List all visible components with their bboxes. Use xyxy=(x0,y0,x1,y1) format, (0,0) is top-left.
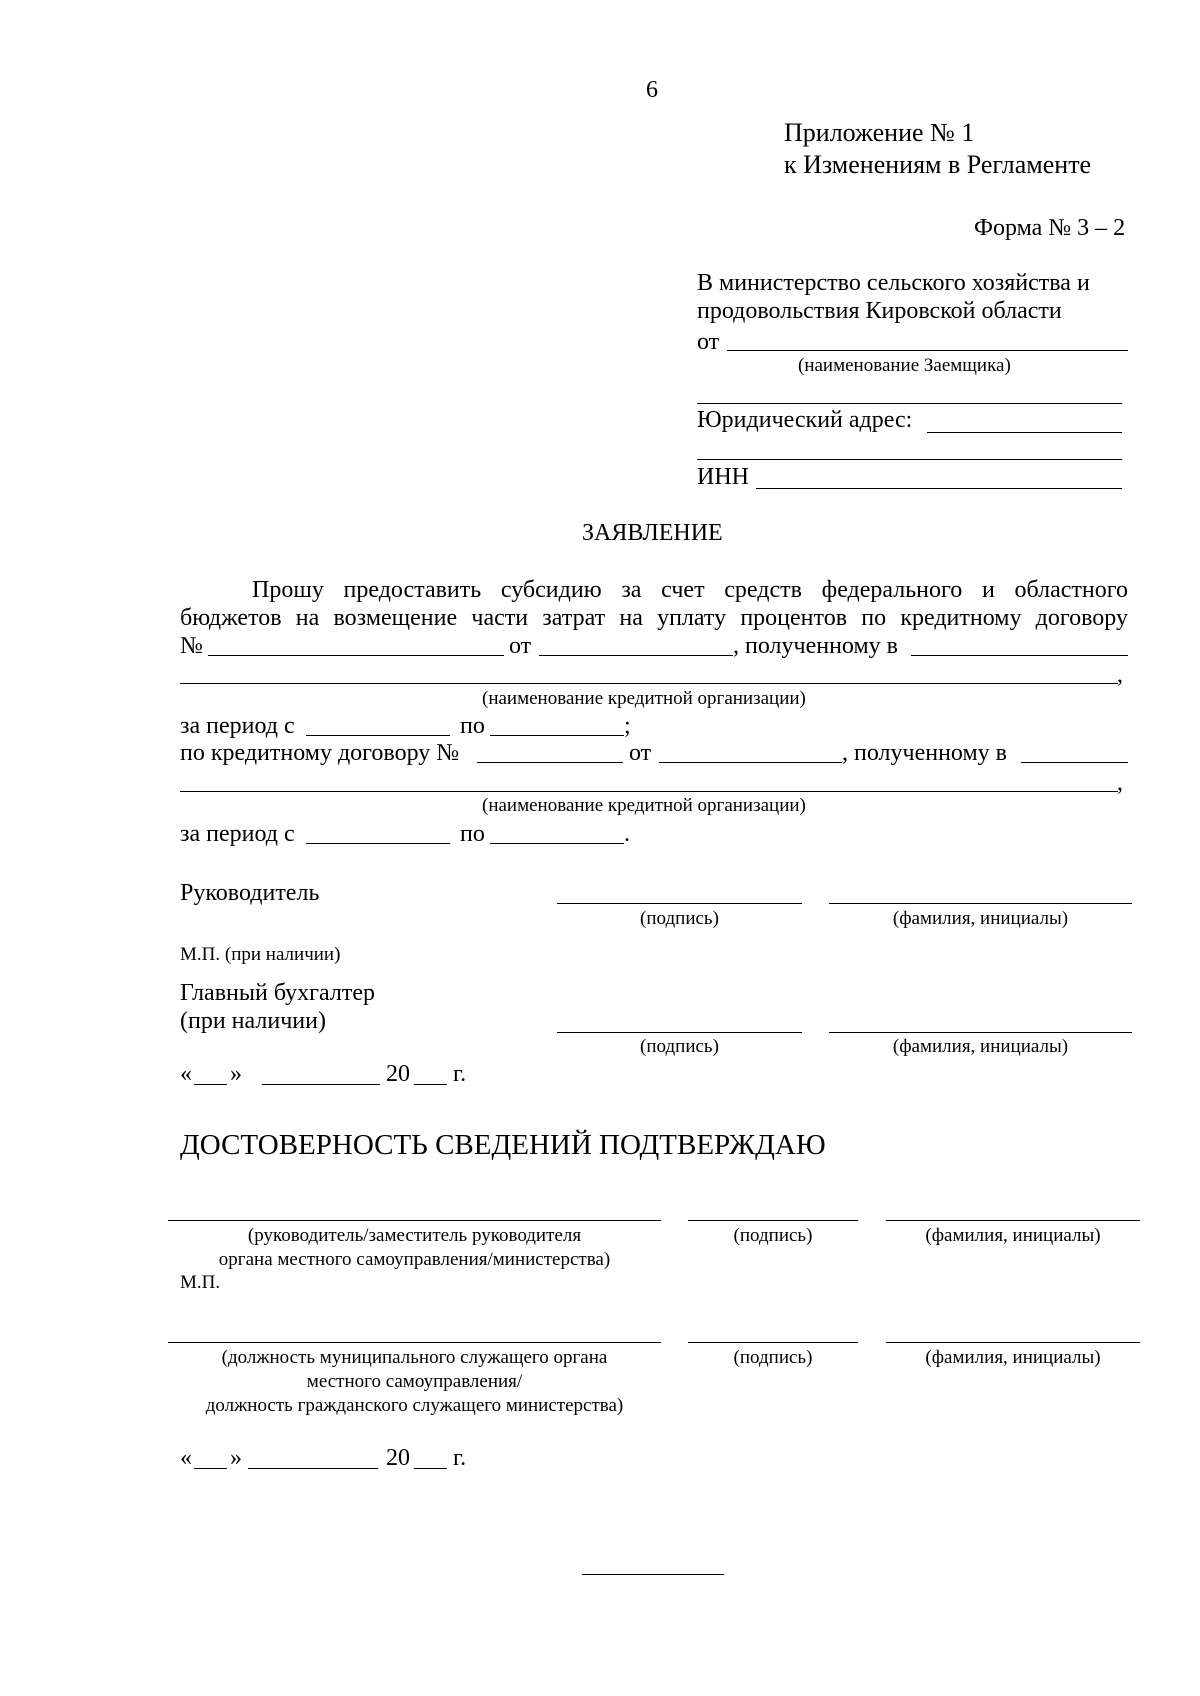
period2-to-field[interactable] xyxy=(490,843,624,844)
accountant-signature-field[interactable] xyxy=(557,1032,802,1033)
employee-signature-field[interactable] xyxy=(688,1342,858,1343)
date1-year-field[interactable] xyxy=(414,1084,447,1085)
accountant-signature-caption: (подпись) xyxy=(640,1036,719,1057)
official-signature-caption: (подпись) xyxy=(733,1225,813,1246)
accountant-name-caption: (фамилия, инициалы) xyxy=(892,1036,1069,1057)
official-name-field[interactable] xyxy=(886,1220,1140,1221)
period2-to-label: по xyxy=(460,821,485,847)
contract-number-field[interactable] xyxy=(208,655,504,656)
period-from-field[interactable] xyxy=(306,735,450,736)
from-word: от xyxy=(509,633,532,659)
borrower-caption: (наименование Заемщика) xyxy=(798,355,1011,376)
contract-date-field[interactable] xyxy=(539,655,733,656)
addressee-line2: продовольствия Кировской области xyxy=(697,298,1062,324)
date2-year-prefix: 20 xyxy=(386,1445,410,1471)
date2-year-field[interactable] xyxy=(414,1468,447,1469)
body-line2: бюджетов на возмещение части затрат на уплату процентов по кредитному договору xyxy=(180,605,1128,631)
period-to-field[interactable] xyxy=(490,735,624,736)
stamp-optional: М.П. (при наличии) xyxy=(180,944,341,965)
period2-from-field[interactable] xyxy=(306,843,450,844)
period-dot: . xyxy=(624,821,630,847)
inn-label: ИНН xyxy=(697,464,749,490)
date1-open-quote: « xyxy=(180,1061,192,1087)
date1-close-quote: » xyxy=(230,1061,242,1087)
received-in-label-2: , полученному в xyxy=(842,740,1007,766)
official-signature-field[interactable] xyxy=(688,1220,858,1221)
date2-open-quote: « xyxy=(180,1445,192,1471)
accountant-name-field[interactable] xyxy=(829,1032,1132,1033)
date1-month-field[interactable] xyxy=(262,1084,380,1085)
date1-day-field[interactable] xyxy=(194,1084,227,1085)
date2-close-quote: » xyxy=(230,1445,242,1471)
official-caption-line2: органа местного самоуправления/министерства) xyxy=(218,1249,611,1270)
date2-year-suffix: г. xyxy=(453,1445,467,1471)
credit-org-name-field[interactable] xyxy=(180,683,1118,684)
employee-name-caption: (фамилия, инициалы) xyxy=(925,1347,1101,1368)
form-label: Форма № 3 – 2 xyxy=(974,215,1126,241)
employee-caption-line2: местного самоуправления/ xyxy=(306,1371,523,1392)
head-name-caption: (фамилия, инициалы) xyxy=(892,908,1069,929)
head-name-field[interactable] xyxy=(829,903,1132,904)
credit-org2-field[interactable] xyxy=(1021,762,1128,763)
date2-month-field[interactable] xyxy=(248,1468,378,1469)
borrower-name-field-2[interactable] xyxy=(697,403,1122,404)
official-position-field[interactable] xyxy=(168,1220,661,1221)
employee-position-field[interactable] xyxy=(168,1342,661,1343)
employee-caption-line1: (должность муниципального служащего органа xyxy=(221,1347,608,1368)
received-in-label: , полученному в xyxy=(733,633,898,659)
body-line1: Прошу предоставить субсидию за счет средств федерального и областного xyxy=(252,577,1128,603)
period2-from-label: за период с xyxy=(180,821,295,847)
from-word-2: от xyxy=(629,740,652,766)
end-rule xyxy=(582,1574,724,1575)
addressee-line1: В министерство сельского хозяйства и xyxy=(697,270,1090,296)
page-number: 6 xyxy=(646,77,658,103)
semicolon-mark: ; xyxy=(624,713,631,739)
employee-caption-line3: должность гражданского служащего министерства) xyxy=(205,1395,624,1416)
document-title: ЗАЯВЛЕНИЕ xyxy=(582,520,723,546)
period-from-label: за период с xyxy=(180,713,295,739)
confirmation-title: ДОСТОВЕРНОСТЬ СВЕДЕНИЙ ПОДТВЕРЖДАЮ xyxy=(180,1129,826,1161)
comma-mark: , xyxy=(1117,662,1123,688)
period-to-label: по xyxy=(460,713,485,739)
employee-signature-caption: (подпись) xyxy=(733,1347,813,1368)
head-signature-caption: (подпись) xyxy=(640,908,719,929)
accountant-optional: (при наличии) xyxy=(180,1008,326,1034)
legal-address-label: Юридический адрес: xyxy=(697,407,913,433)
appendix-number: Приложение № 1 xyxy=(784,118,975,147)
official-caption-line1: (руководитель/заместитель руководителя xyxy=(247,1225,582,1246)
date1-year-suffix: г. xyxy=(453,1061,467,1087)
official-name-caption: (фамилия, инициалы) xyxy=(925,1225,1101,1246)
date2-day-field[interactable] xyxy=(194,1468,227,1469)
by-contract-label: по кредитному договору № xyxy=(180,740,460,766)
borrower-name-field[interactable] xyxy=(727,350,1128,351)
employee-name-field[interactable] xyxy=(886,1342,1140,1343)
legal-address-field[interactable] xyxy=(927,432,1122,433)
legal-address-field-2[interactable] xyxy=(697,459,1122,460)
credit-org-field[interactable] xyxy=(911,655,1128,656)
contract2-number-field[interactable] xyxy=(477,762,623,763)
credit-org-caption: (наименование кредитной организации) xyxy=(482,688,806,709)
credit-org2-name-field[interactable] xyxy=(180,791,1118,792)
head-signature-field[interactable] xyxy=(557,903,802,904)
head-label: Руководитель xyxy=(180,880,320,906)
num-sign: № xyxy=(180,633,203,659)
contract2-date-field[interactable] xyxy=(659,762,842,763)
appendix-reference: к Изменениям в Регламенте xyxy=(784,150,1092,179)
accountant-label: Главный бухгалтер xyxy=(180,980,375,1006)
date1-year-prefix: 20 xyxy=(386,1061,410,1087)
comma-mark-2: , xyxy=(1117,770,1123,796)
from-label: от xyxy=(697,329,720,355)
credit-org2-caption: (наименование кредитной организации) xyxy=(482,795,806,816)
inn-field[interactable] xyxy=(756,488,1122,489)
official-stamp: М.П. xyxy=(180,1272,221,1293)
